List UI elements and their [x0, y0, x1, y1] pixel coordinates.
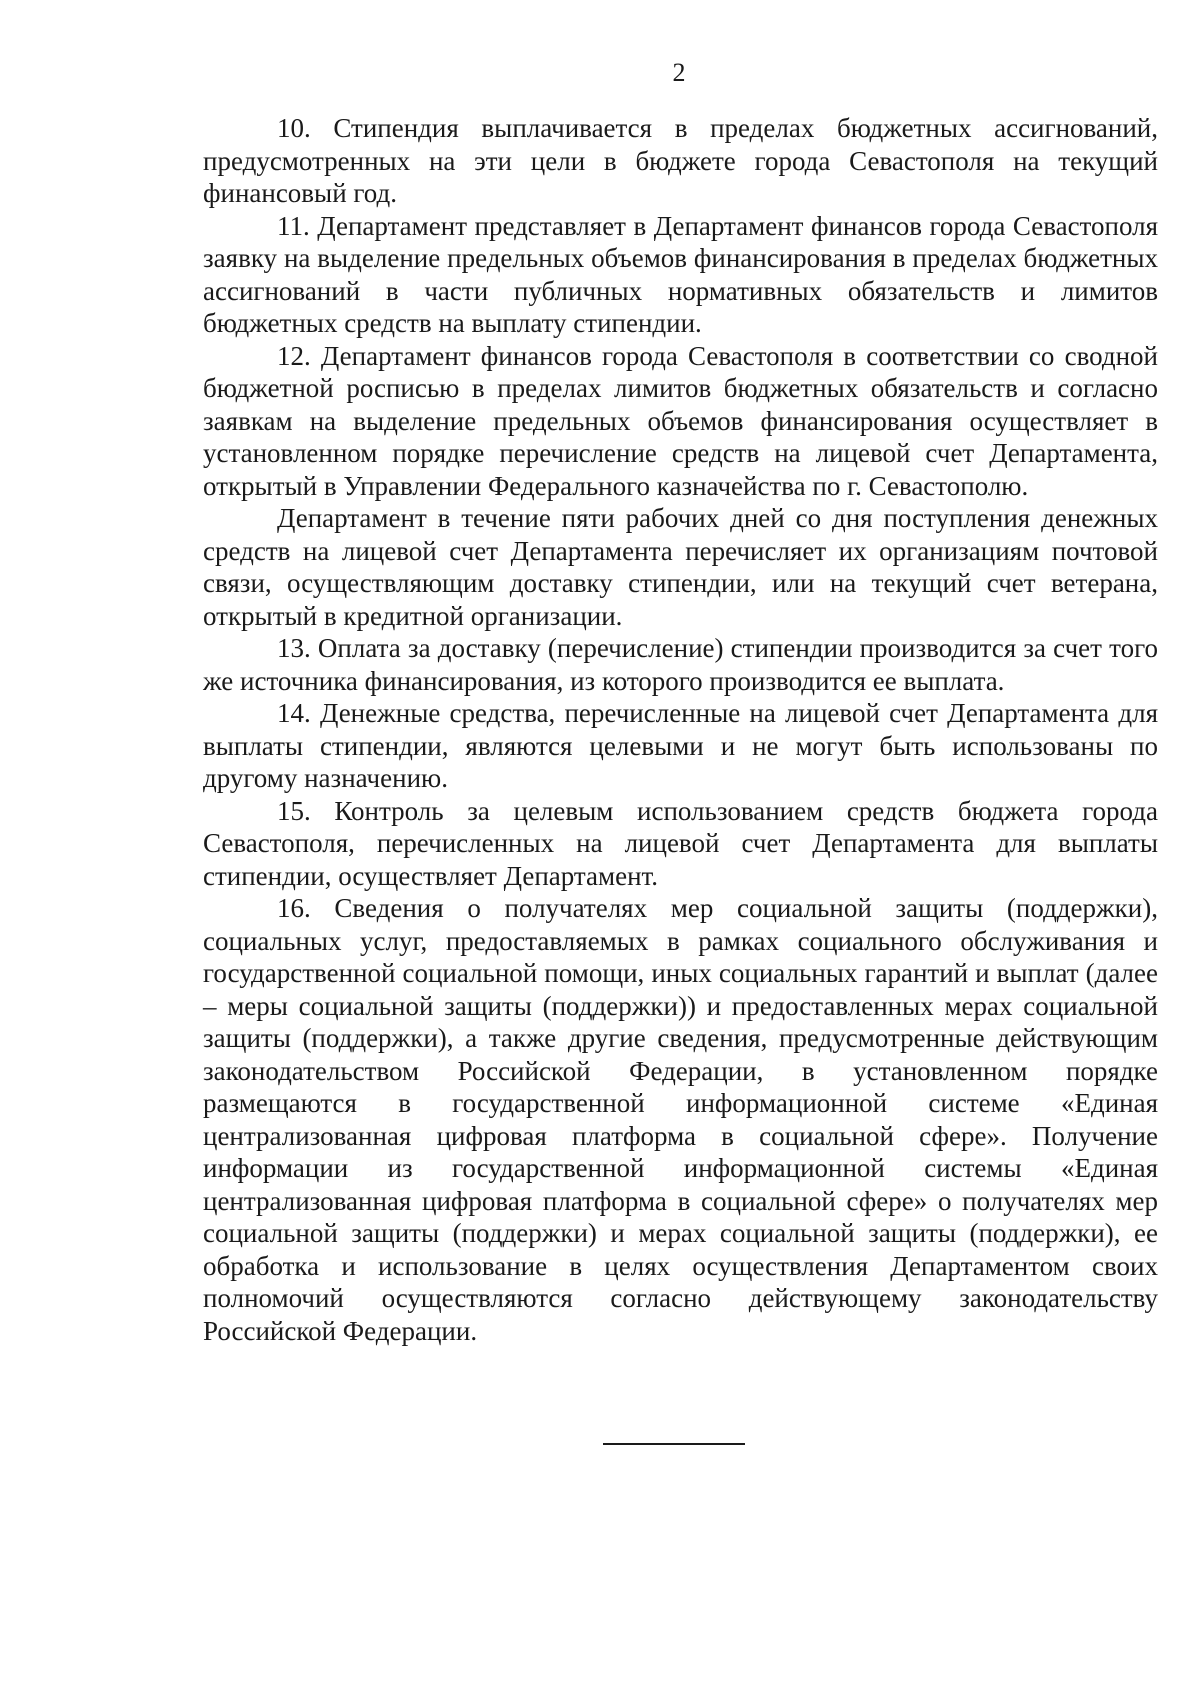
paragraph-12: 12. Департамент финансов города Севастополя в соответствии со сводной бюджетной росписью в пределах лимитов бюджетных обязательств и согласно заявкам на выделение предельных объемов финансирования осуществляет в установленном порядке перечисление средств на лицевой счет Департамента, открытый в Управлении Федерального казначейства по г. Севастополю. [203, 340, 1158, 501]
paragraph-16: 16. Сведения о получателях мер социальной защиты (поддержки), социальных услуг, предоставляемых в рамках социального обслуживания и государственной социальной помощи, иных социальных гарантий и выплат (далее – меры социальной защиты (поддержки)) и предоставленных мерах социальной защиты (поддержки), а также другие сведения, предусмотренные действующим законодательством Российской Федерации, в установленном порядке размещаются в государственной информационной системе «Единая централизованная цифровая платформа в социальной сфере». Получение информации из государственной информационной системы «Единая централизованная цифровая платформа в социальной сфере» о получателях мер социальной защиты (поддержки) и мерах социальной защиты (поддержки), ее обработка и использование в целях осуществления Департаментом своих полномочий осуществляются согласно действующему законодательству Российской Федерации. [203, 893, 1158, 1346]
paragraph-13: 13. Оплата за доставку (перечисление) стипендии производится за счет того же источника финансирования, из которого производится ее выплата. [203, 633, 1158, 696]
paragraph-15: 15. Контроль за целевым использованием средств бюджета города Севастополя, перечисленных на лицевой счет Департамента для выплаты стипендии, осуществляет Департамент. [203, 795, 1158, 891]
paragraph-11: 11. Департамент представляет в Департамент финансов города Севастополя заявку на выделение предельных объемов финансирования в пределах бюджетных ассигнований в части публичных нормативных обязательств и лимитов бюджетных средств на выплату стипендии. [203, 210, 1158, 338]
page-number: 2 [672, 58, 686, 87]
paragraph-10: 10. Стипендия выплачивается в пределах бюджетных ассигнований, предусмотренных на эти цели в бюджете города Севастополя на текущий финансовый год. [203, 113, 1158, 208]
document-body [203, 112, 1158, 1347]
paragraph-12-continuation: Департамент в течение пяти рабочих дней со дня поступления денежных средств на лицевой счет Департамента перечисляет их организациям почтовой связи, осуществляющим доставку стипендии, или на текущий счет ветерана, открытый в кредитной организации. [203, 503, 1158, 631]
paragraph-14: 14. Денежные средства, перечисленные на лицевой счет Департамента для выплаты стипендии, являются целевыми и не могут быть использованы по другому назначению. [203, 698, 1158, 793]
end-of-document-rule [603, 1443, 745, 1445]
